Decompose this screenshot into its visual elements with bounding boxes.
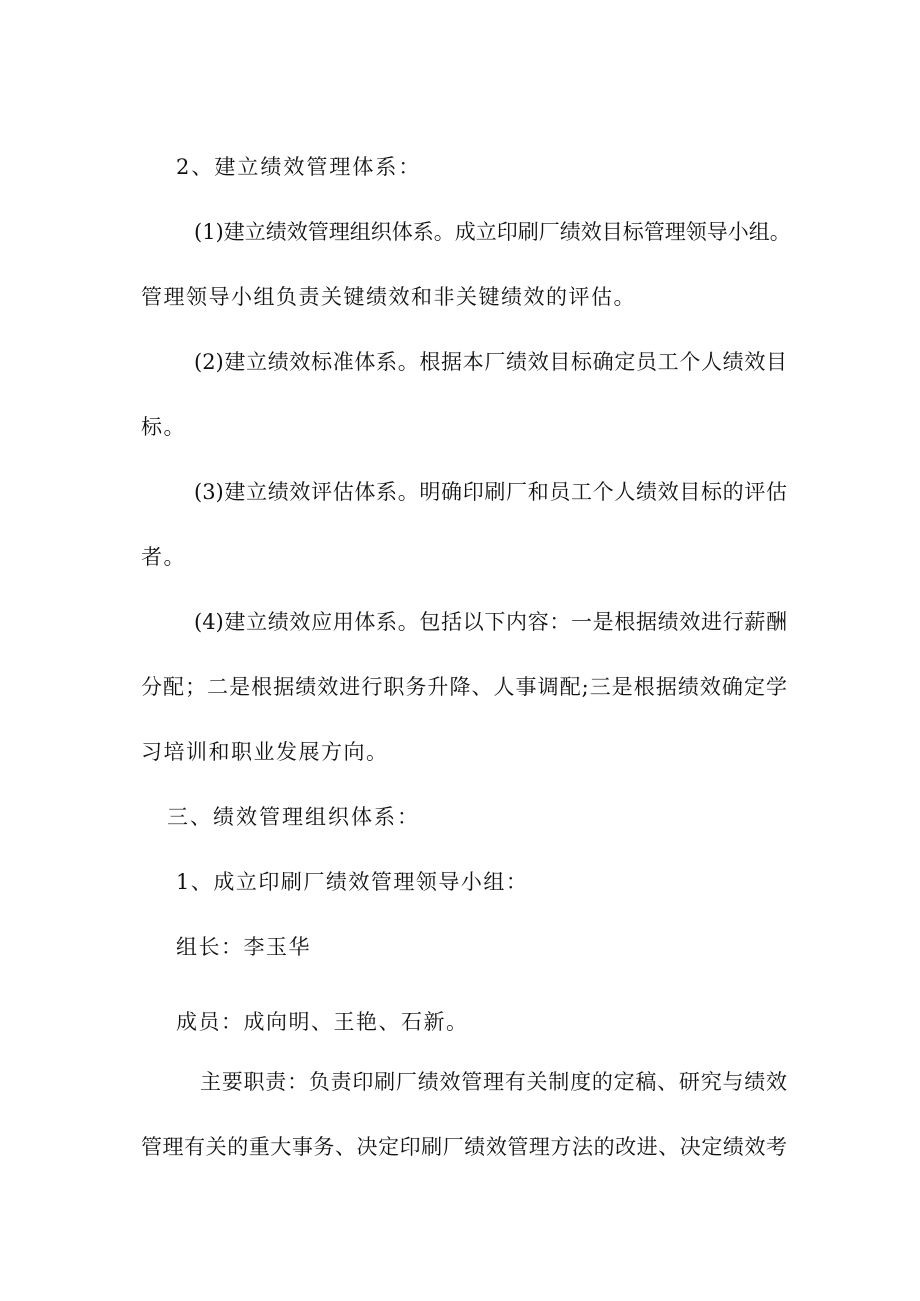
paragraph-3-line-1: (3)建立绩效评估体系。明确印刷厂和员工个人绩效目标的评估 xyxy=(194,480,787,504)
paragraph-4-line-1: (4)建立绩效应用体系。包括以下内容：一是根据绩效进行薪酬 xyxy=(194,610,787,634)
paragraph-2-line-1: (2)建立绩效标准体系。根据本厂绩效目标确定员工个人绩效目 xyxy=(194,350,787,374)
paragraph-2-line-2: 标。 xyxy=(141,415,186,439)
paragraph-4-line-3: 习培训和职业发展方向。 xyxy=(141,740,389,764)
subsection-heading-1: 1、成立印刷厂绩效管理领导小组： xyxy=(176,870,529,894)
group-leader-line: 组长：李玉华 xyxy=(176,935,311,959)
paragraph-3-line-2: 者。 xyxy=(141,545,186,569)
responsibilities-line-2: 管理有关的重大事务、决定印刷厂绩效管理方法的改进、决定绩效考 xyxy=(141,1135,787,1159)
group-members-line: 成员：成向明、王艳、石新。 xyxy=(176,1010,469,1034)
paragraph-4-line-2: 分配；二是根据绩效进行职务升降、人事调配;三是根据绩效确定学 xyxy=(141,675,787,699)
section-heading-3: 三、绩效管理组织体系： xyxy=(167,805,420,829)
responsibilities-line-1: 主要职责：负责印刷厂绩效管理有关制度的定稿、研究与绩效 xyxy=(200,1070,787,1094)
paragraph-1-line-2: 管理领导小组负责关键绩效和非关键绩效的评估。 xyxy=(141,285,636,309)
paragraph-1-line-1: (1)建立绩效管理组织体系。成立印刷厂绩效目标管理领导小组。 xyxy=(194,220,791,244)
section-heading-2: 2、建立绩效管理体系： xyxy=(176,155,422,179)
